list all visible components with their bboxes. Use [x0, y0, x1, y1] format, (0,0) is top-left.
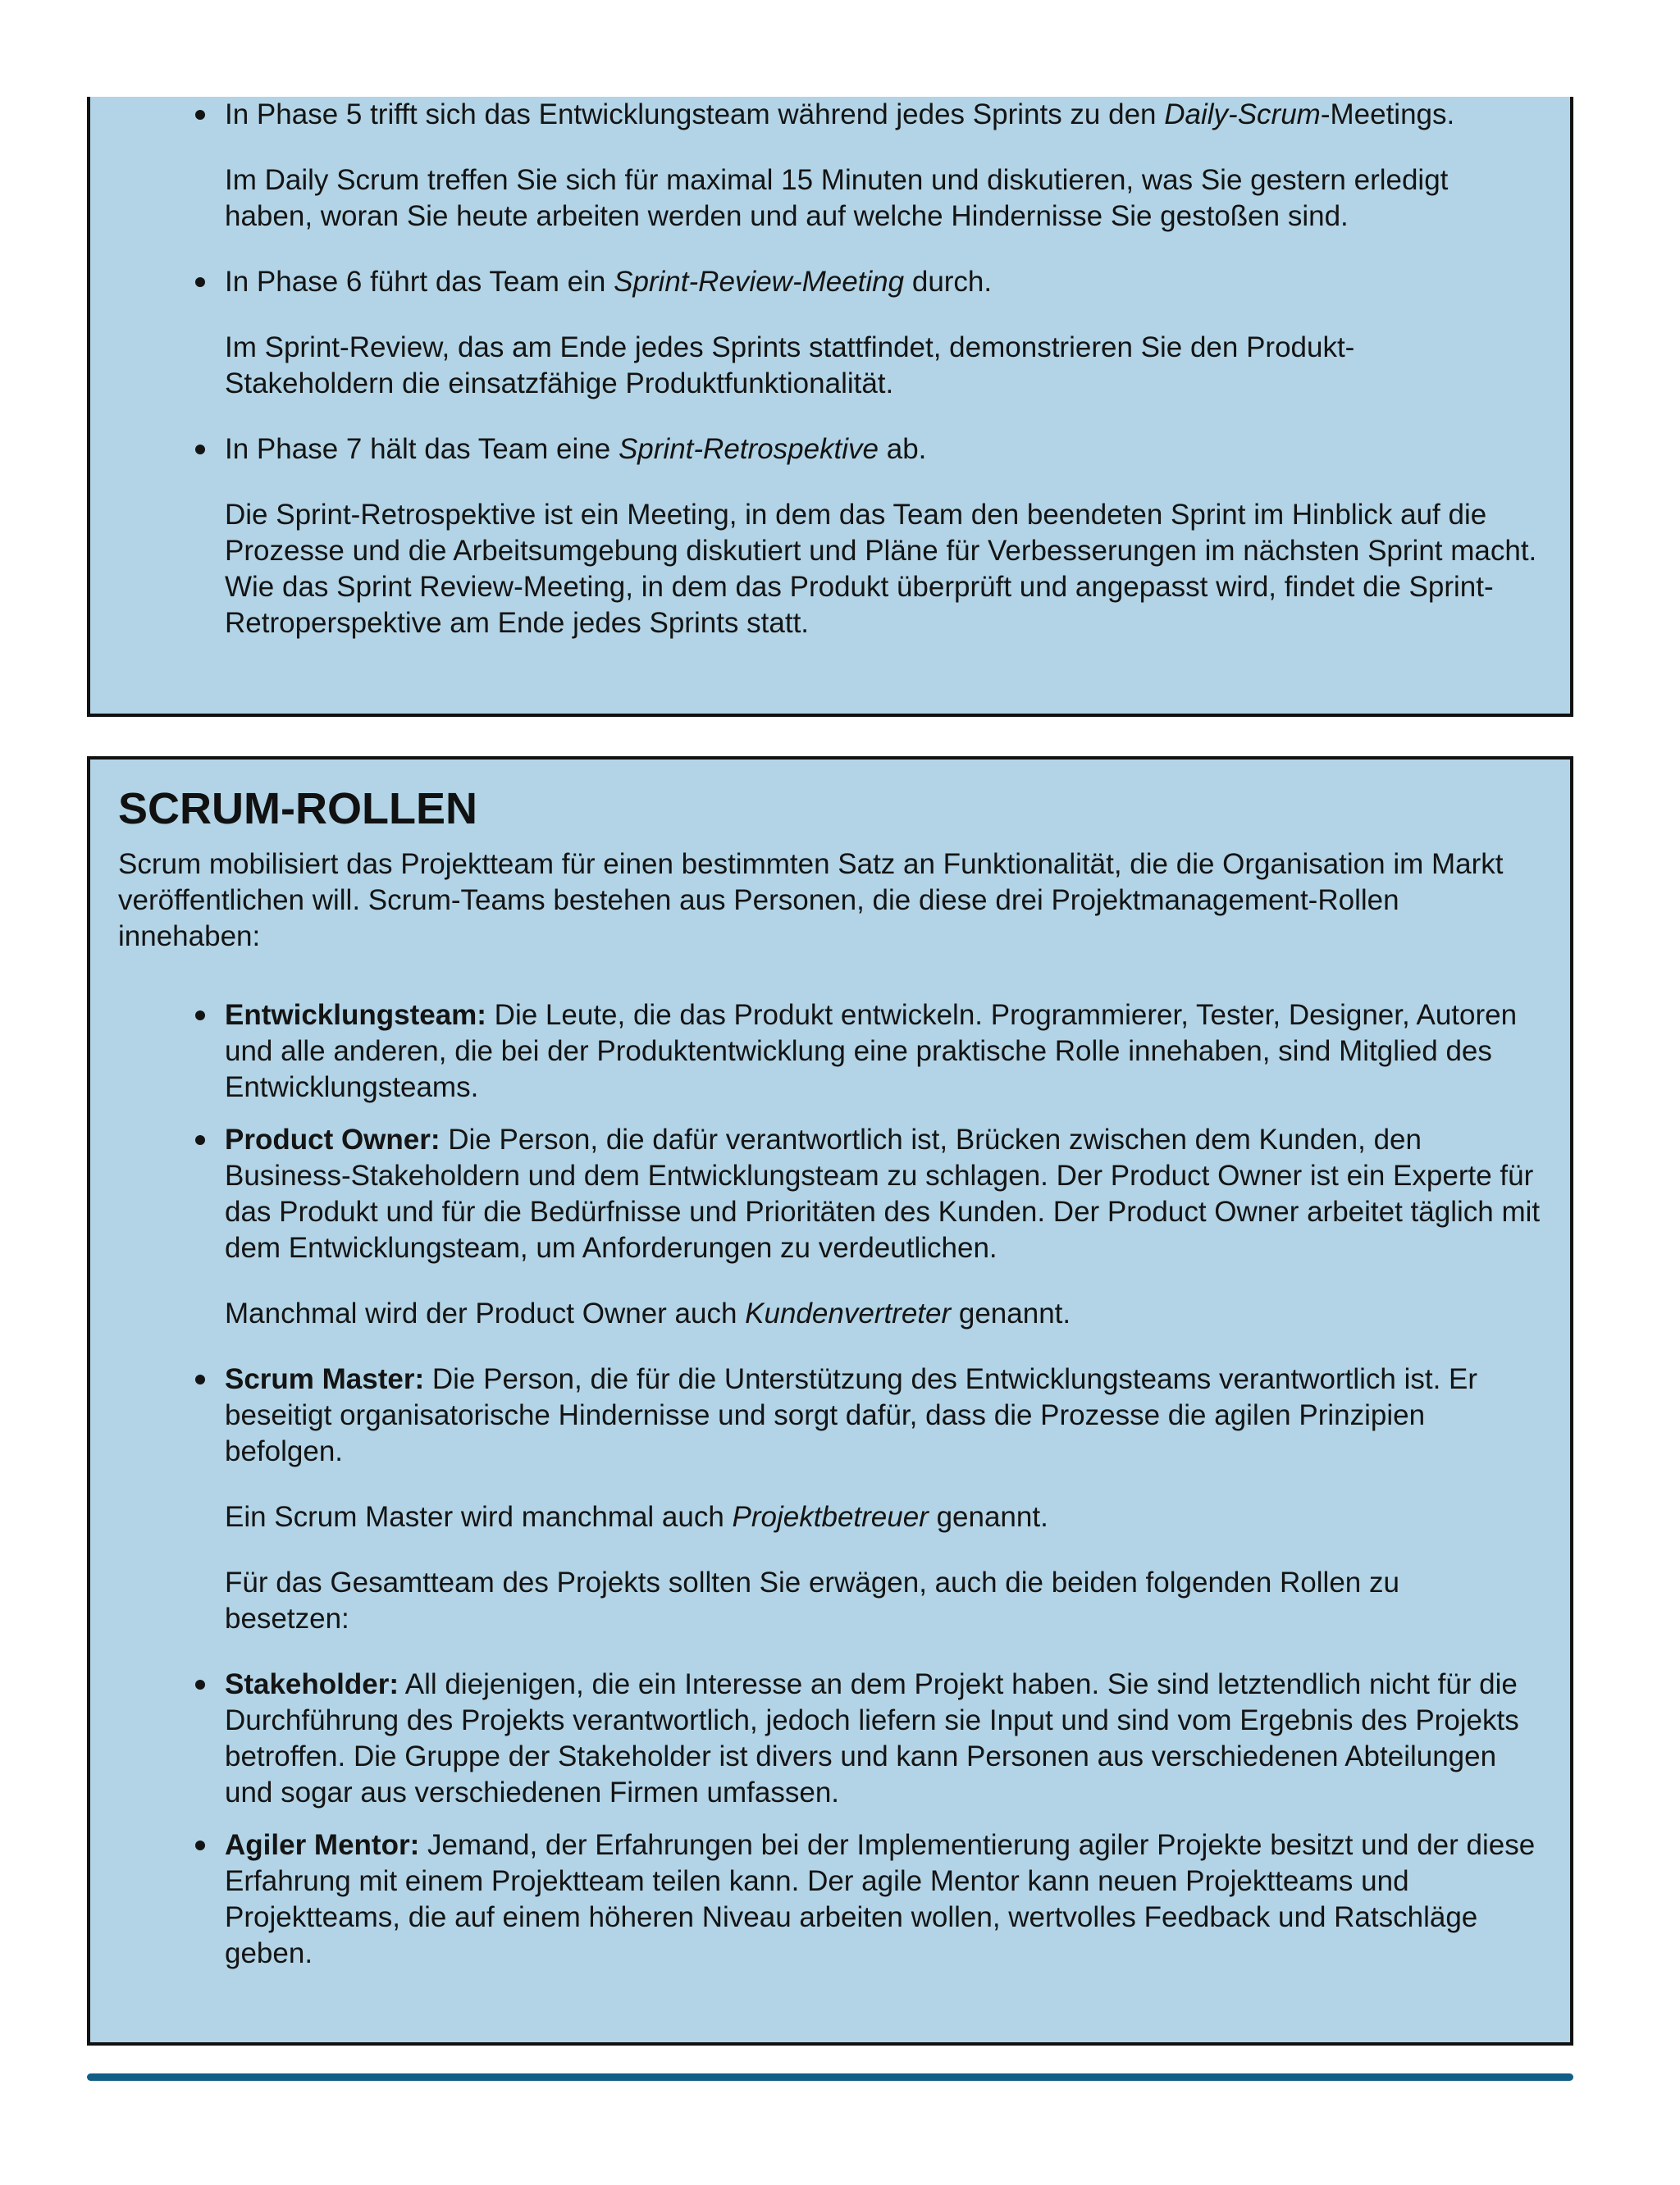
- roles-list-3: [90, 1667, 1570, 1972]
- role-agile-mentor: [90, 1827, 1570, 1972]
- phase-5-item: [90, 97, 1570, 133]
- phase-5-bullet: [225, 97, 1570, 133]
- role-scrum-master-desc: Die Person, die für die Unterstützung des Entwicklungsteams verantwortlich ist. Er beseitigt organisatorische Hindernisse und sorgt dafür, dass die Prozesse die agilen Prinzipien befolgen.: [225, 1363, 1478, 1467]
- role-agile-mentor-term: Agiler Mentor:: [225, 1829, 420, 1861]
- role-stakeholder-desc: All diejenigen, die ein Interesse an dem Projekt haben. Sie sind letztendlich nicht für die Durchführung des Projekts verantwortlich, jedoch liefern sie Input und sind vom Ergebnis des Projekts betroffen. Die Gruppe der Stakeholder ist divers und kann Personen aus verschiedenen Abteilungen und sogar aus verschiedenen Firmen umfassen.: [225, 1668, 1519, 1809]
- footer-rule: [87, 2073, 1573, 2081]
- role-stakeholder-term: Stakeholder:: [225, 1668, 399, 1700]
- role-scrum-master: [90, 1362, 1570, 1470]
- phase-6-text: In Phase 6 führt das Team ein: [225, 266, 614, 298]
- phase-5-text-end: -Meetings.: [1320, 98, 1455, 130]
- phase-5-detail: Im Daily Scrum treffen Sie sich für maximal 15 Minuten und diskutieren, was Sie gestern erledigt haben, woran Sie heute arbeiten werden und auf welche Hindernisse Sie gestoßen sind.: [225, 164, 1449, 232]
- section-title: SCRUM-ROLLEN: [118, 784, 477, 833]
- role-dev-team: [90, 997, 1570, 1106]
- product-owner-note-text: Manchmal wird der Product Owner auch: [225, 1298, 746, 1330]
- phase-5-text: In Phase 5 trifft sich das Entwicklungsteam während jedes Sprints zu den: [225, 98, 1165, 130]
- role-stakeholder: [90, 1667, 1570, 1811]
- scrum-master-note-end: genannt.: [928, 1501, 1048, 1533]
- phase-6-emphasis: Sprint-Review-Meeting: [614, 266, 905, 298]
- role-product-owner: [90, 1122, 1570, 1266]
- role-product-owner-term: Product Owner:: [225, 1124, 441, 1156]
- product-owner-note: [225, 1296, 1570, 1332]
- phase-7-text: In Phase 7 hält das Team eine: [225, 433, 619, 465]
- role-scrum-master-text: [225, 1362, 1521, 1470]
- role-product-owner-desc: Die Person, die dafür verantwortlich ist, Brücken zwischen dem Kunden, den Business-Stakeholdern und dem Entwicklungsteam zu schlagen. Der Product Owner ist ein Experte für das Produkt und für die Bedürfnisse und Prioritäten des Kunden. Der Product Owner arbeitet täglich mit dem Entwicklungsteam, um Anforderungen zu verdeutlichen.: [225, 1124, 1541, 1264]
- phase-7-bullet: [225, 431, 1570, 468]
- phase-7-detail: Die Sprint-Retrospektive ist ein Meeting, in dem das Team den beendeten Sprint im Hinblick auf die Prozesse und die Arbeitsumgebung diskutiert und Pläne für Verbesserungen im nächsten Sprint macht. Wie das Sprint Review-Meeting, in dem das Produkt überprüft und angepasst wird, findet die Sprint-Retroperspektive am Ende jedes Sprints statt.: [225, 499, 1537, 639]
- roles-list-2: [90, 1362, 1570, 1470]
- phase-6-text-end: durch.: [904, 266, 993, 298]
- product-owner-note-end: genannt.: [951, 1298, 1071, 1330]
- phase-5-emphasis: Daily-Scrum: [1164, 98, 1321, 130]
- roles-intro: Scrum mobilisiert das Projektteam für einen bestimmten Satz an Funktionalität, die die Organisation im Markt veröffentlichen will. Scrum-Teams bestehen aus Personen, die diese drei Projektmanagement-Rollen innehaben:: [118, 848, 1504, 952]
- role-scrum-master-term: Scrum Master:: [225, 1363, 425, 1395]
- phase-6-detail: Im Sprint-Review, das am Ende jedes Sprints stattfindet, demonstrieren Sie den Produkt-Stakeholdern die einsatzfähige Produktfunktionalität.: [225, 331, 1355, 399]
- phase-list-7: [90, 431, 1570, 468]
- role-agile-mentor-text: [225, 1827, 1537, 1972]
- additional-roles-note: Für das Gesamtteam des Projekts sollten Sie erwägen, auch die beiden folgenden Rollen zu besetzen:: [225, 1567, 1399, 1635]
- role-dev-team-term: Entwicklungsteam:: [225, 999, 486, 1031]
- role-product-owner-text: [225, 1122, 1545, 1266]
- scrum-master-note-emphasis: Projektbetreuer: [732, 1501, 929, 1533]
- phase-7-item: [90, 431, 1570, 468]
- phase-list-6: [90, 264, 1570, 300]
- phase-list: [90, 97, 1570, 133]
- roles-list: [90, 997, 1570, 1266]
- role-dev-team-desc: Die Leute, die das Produkt entwickeln. Programmierer, Tester, Designer, Autoren und alle anderen, die bei der Produktentwicklung eine praktische Rolle innehaben, sind Mitglied des Entwicklungsteams.: [225, 999, 1518, 1103]
- product-owner-note-emphasis: Kundenvertreter: [745, 1298, 952, 1330]
- phase-6-item: [90, 264, 1570, 300]
- scrum-master-note-text: Ein Scrum Master wird manchmal auch: [225, 1501, 733, 1533]
- phase-7-emphasis: Sprint-Retrospektive: [618, 433, 879, 465]
- role-stakeholder-text: [225, 1667, 1521, 1811]
- role-agile-mentor-desc: Jemand, der Erfahrungen bei der Implementierung agiler Projekte besitzt und der diese Erfahrung mit einem Projektteam teilen kann. Der agile Mentor kann neuen Projektteams und Projektteams, die auf einem höheren Niveau arbeiten wollen, wertvolles Feedback und Ratschläge geben.: [225, 1829, 1536, 1969]
- role-dev-team-text: [225, 997, 1521, 1106]
- scrum-phases-box: [87, 97, 1573, 717]
- phase-7-text-end: ab.: [879, 433, 927, 465]
- scrum-roles-box: [87, 756, 1573, 2046]
- scrum-master-note: [225, 1499, 1570, 1535]
- phase-6-bullet: [225, 264, 1570, 300]
